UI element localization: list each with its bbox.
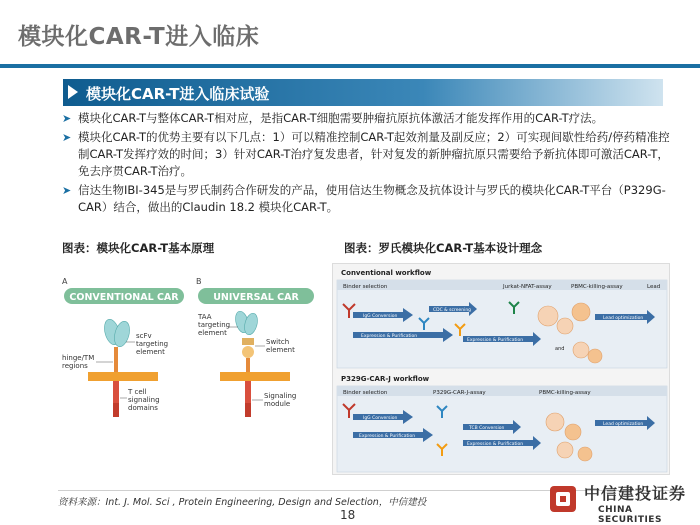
label-switch: Switch xyxy=(266,338,290,346)
cell-icon xyxy=(565,424,581,440)
bullet-item xyxy=(62,182,672,216)
lead-optimization-label: Lead optimization xyxy=(603,316,644,321)
cell-icon xyxy=(546,413,564,431)
title-divider xyxy=(0,64,700,68)
conventional-workflow-title: Conventional workflow xyxy=(341,269,432,277)
section-arrow-icon xyxy=(68,85,78,99)
label-taa-element: element xyxy=(198,329,227,337)
label-hinge: hinge/TM xyxy=(62,354,95,362)
cell-icon xyxy=(538,306,558,326)
conventional-workflow-panel xyxy=(337,280,667,368)
bullet-text: 信达生物IBI-345是与罗氏制药合作研发的产品，使用信达生物概念及抗体设计与罗氏的模块化CAR-T平台（P329G-CAR）结合，做出的Claudin 18.2 模块化CAR-T。 xyxy=(78,183,666,214)
and-label: and xyxy=(555,346,565,352)
p329g-assay-label: P329G-CAR-J-assay xyxy=(433,390,486,396)
signaling-module-shape xyxy=(245,381,251,403)
label-scfv: scFv xyxy=(136,332,152,340)
cdc-screening-label: CDC & screening xyxy=(433,308,472,313)
roche-workflow-diagram xyxy=(333,264,671,476)
car-principle-figure xyxy=(58,272,320,472)
igg-conversion-label-2: IgG Conversion xyxy=(363,416,398,421)
logo-chinese-text: 中信建投证券 xyxy=(584,484,687,503)
car-principle-diagram xyxy=(58,272,320,472)
figure-left-caption: 图表：模块化CAR-T基本原理 xyxy=(62,241,215,255)
universal-car-title: UNIVERSAL CAR xyxy=(213,292,299,303)
tcb-conversion-label: TCB Conversion xyxy=(469,426,505,431)
label-taa-targeting: targeting xyxy=(198,321,231,329)
bullet-arrow-icon: ➤ xyxy=(62,112,72,125)
figure-right-caption: 图表：罗氏模块化CAR-T基本设计理念 xyxy=(344,241,543,255)
label-signaling: signaling xyxy=(128,396,160,404)
binder-selection-label: Binder selection xyxy=(343,284,388,290)
p329g-workflow-title: P329G-CAR-J workflow xyxy=(341,375,430,383)
switch-element-shape xyxy=(242,338,254,345)
bullet-arrow-icon: ➤ xyxy=(62,131,72,144)
source-note: 资料来源：Int. J. Mol. Sci , Protein Engineering, Design and Selection，中信建投 xyxy=(58,497,427,508)
cell-icon xyxy=(573,342,589,358)
cell-icon xyxy=(557,442,573,458)
label-module: module xyxy=(264,400,291,408)
lead-label: Lead xyxy=(647,284,661,290)
conventional-car-title: CONVENTIONAL CAR xyxy=(69,292,179,303)
cell-icon xyxy=(572,303,590,321)
label-domains: domains xyxy=(128,404,158,412)
hinge-shape xyxy=(246,358,250,372)
cell-icon xyxy=(588,349,602,363)
signaling-domain-shape xyxy=(113,381,119,403)
page-number: 18 xyxy=(340,508,356,522)
label-regions: regions xyxy=(62,362,88,370)
roche-workflow-figure xyxy=(332,263,670,475)
bullet-text: 模块化CAR-T的优势主要有以下几点：1）可以精准控制CAR-T起效剂量及副反应；2）可实现间歇性给药/停药精准控制CAR-T发挥疗效的时间；3）针对CAR-T治疗复发患者，针对复发的新肿瘤抗原只需要给予新抗体即可激活CAR-T，免去序贯CAR-T治疗。 xyxy=(78,130,670,178)
bullet-item xyxy=(62,129,672,180)
membrane-shape xyxy=(220,372,290,381)
panel-a-letter: A xyxy=(62,277,68,286)
expression-purification-label-4: Expression & Purification xyxy=(467,442,524,447)
label-targeting: targeting xyxy=(136,340,169,348)
label-signaling-b: Signaling xyxy=(264,392,297,400)
cell-icon xyxy=(557,318,573,334)
bullet-list xyxy=(62,110,672,218)
pbmc-assay-label-2: PBMC-killing-assay xyxy=(539,390,591,396)
bullet-arrow-icon: ➤ xyxy=(62,184,72,197)
expression-purification-label-3: Expression & Purification xyxy=(359,434,416,439)
bullet-item xyxy=(62,110,672,127)
company-logo xyxy=(548,481,693,525)
label-element: element xyxy=(136,348,165,356)
label-switch-element: element xyxy=(266,346,295,354)
section-title: 模块化CAR-T进入临床试验 xyxy=(86,85,270,103)
hinge-shape xyxy=(114,347,118,372)
cell-icon xyxy=(578,447,592,461)
lead-optimization-label-2: Lead optimization xyxy=(603,422,644,427)
membrane-shape xyxy=(88,372,158,381)
label-tcell: T cell xyxy=(128,388,147,396)
bullet-text: 模块化CAR-T与整体CAR-T相对应，是指CAR-T细胞需要肿瘤抗原抗体激活才能发挥作用的CAR-T疗法。 xyxy=(78,111,604,125)
signaling-module-shape xyxy=(245,403,251,417)
company-logo-mark-icon xyxy=(548,484,578,514)
expression-purification-label-2: Expression & Purification xyxy=(467,338,524,343)
label-taa: TAA xyxy=(198,313,212,321)
switch-element-shape xyxy=(242,346,254,358)
igg-conversion-label: IgG Conversion xyxy=(363,314,398,319)
logo-english-text: CHINA SECURITIES xyxy=(598,505,662,525)
page-title: 模块化CAR-T进入临床 xyxy=(18,24,260,50)
jurkat-assay-label: Jurkat-NFAT-assay xyxy=(503,284,552,290)
binder-selection-label-2: Binder selection xyxy=(343,390,388,396)
pbmc-assay-label: PBMC-killing-assay xyxy=(571,284,623,290)
panel-b-letter: B xyxy=(196,277,202,286)
signaling-domain-shape xyxy=(113,403,119,417)
expression-purification-label: Expression & Purification xyxy=(361,334,418,339)
